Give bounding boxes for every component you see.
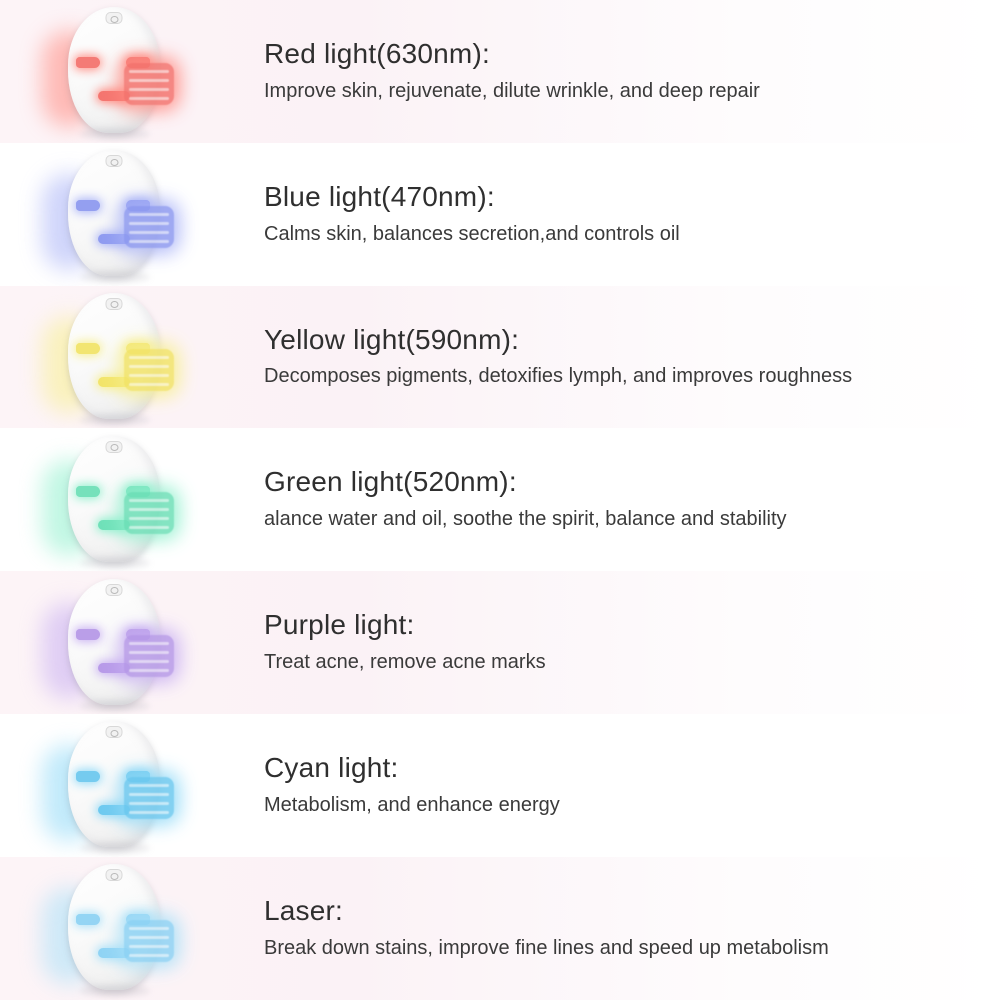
feature-title: Red light(630nm): — [264, 38, 490, 69]
feature-title: Green light(520nm): — [264, 466, 517, 498]
feature-title: Purple light: — [264, 609, 415, 641]
feature-row — [0, 0, 1000, 143]
power-button-icon — [106, 298, 123, 310]
led-mask-icon — [46, 573, 186, 713]
power-button-icon — [106, 155, 123, 167]
feature-text — [186, 610, 1000, 675]
feature-text — [186, 325, 1000, 390]
feature-row — [0, 714, 1000, 857]
feature-title: Blue light(470nm): — [264, 180, 495, 212]
feature-description: Improve skin, rejuvenate, dilute wrinkle, and deep repair — [264, 79, 760, 102]
power-button-icon — [106, 441, 123, 453]
feature-description: Treat acne, remove acne marks — [264, 650, 546, 673]
feature-title: Laser: — [264, 894, 344, 926]
feature-description: alance water and oil, soothe the spirit, balance and stability — [264, 508, 787, 531]
feature-row — [0, 428, 1000, 571]
led-mask-icon — [46, 430, 186, 570]
feature-text — [186, 39, 1000, 104]
led-mask-icon — [46, 1, 186, 141]
feature-text — [186, 896, 1000, 961]
feature-row — [0, 571, 1000, 714]
power-button-icon — [106, 12, 123, 24]
feature-description: Calms skin, balances secretion,and controls oil — [264, 222, 680, 245]
feature-description: Metabolism, and enhance energy — [264, 793, 560, 816]
led-mask-icon — [46, 858, 186, 998]
led-mask-icon — [46, 715, 186, 855]
feature-text — [186, 467, 1000, 532]
power-button-icon — [106, 869, 123, 881]
feature-title: Yellow light(590nm): — [264, 323, 520, 355]
feature-row — [0, 857, 1000, 1000]
feature-title: Cyan light: — [264, 751, 399, 783]
feature-description: Break down stains, improve fine lines and speed up metabolism — [264, 936, 829, 959]
power-button-icon — [106, 584, 123, 596]
feature-description: Decomposes pigments, detoxifies lymph, and improves roughness — [264, 365, 853, 388]
feature-row — [0, 286, 1000, 429]
power-button-icon — [106, 726, 123, 738]
led-mask-icon — [46, 287, 186, 427]
feature-text — [186, 753, 1000, 818]
feature-text — [186, 182, 1000, 247]
feature-row — [0, 143, 1000, 286]
led-mask-icon — [46, 144, 186, 284]
